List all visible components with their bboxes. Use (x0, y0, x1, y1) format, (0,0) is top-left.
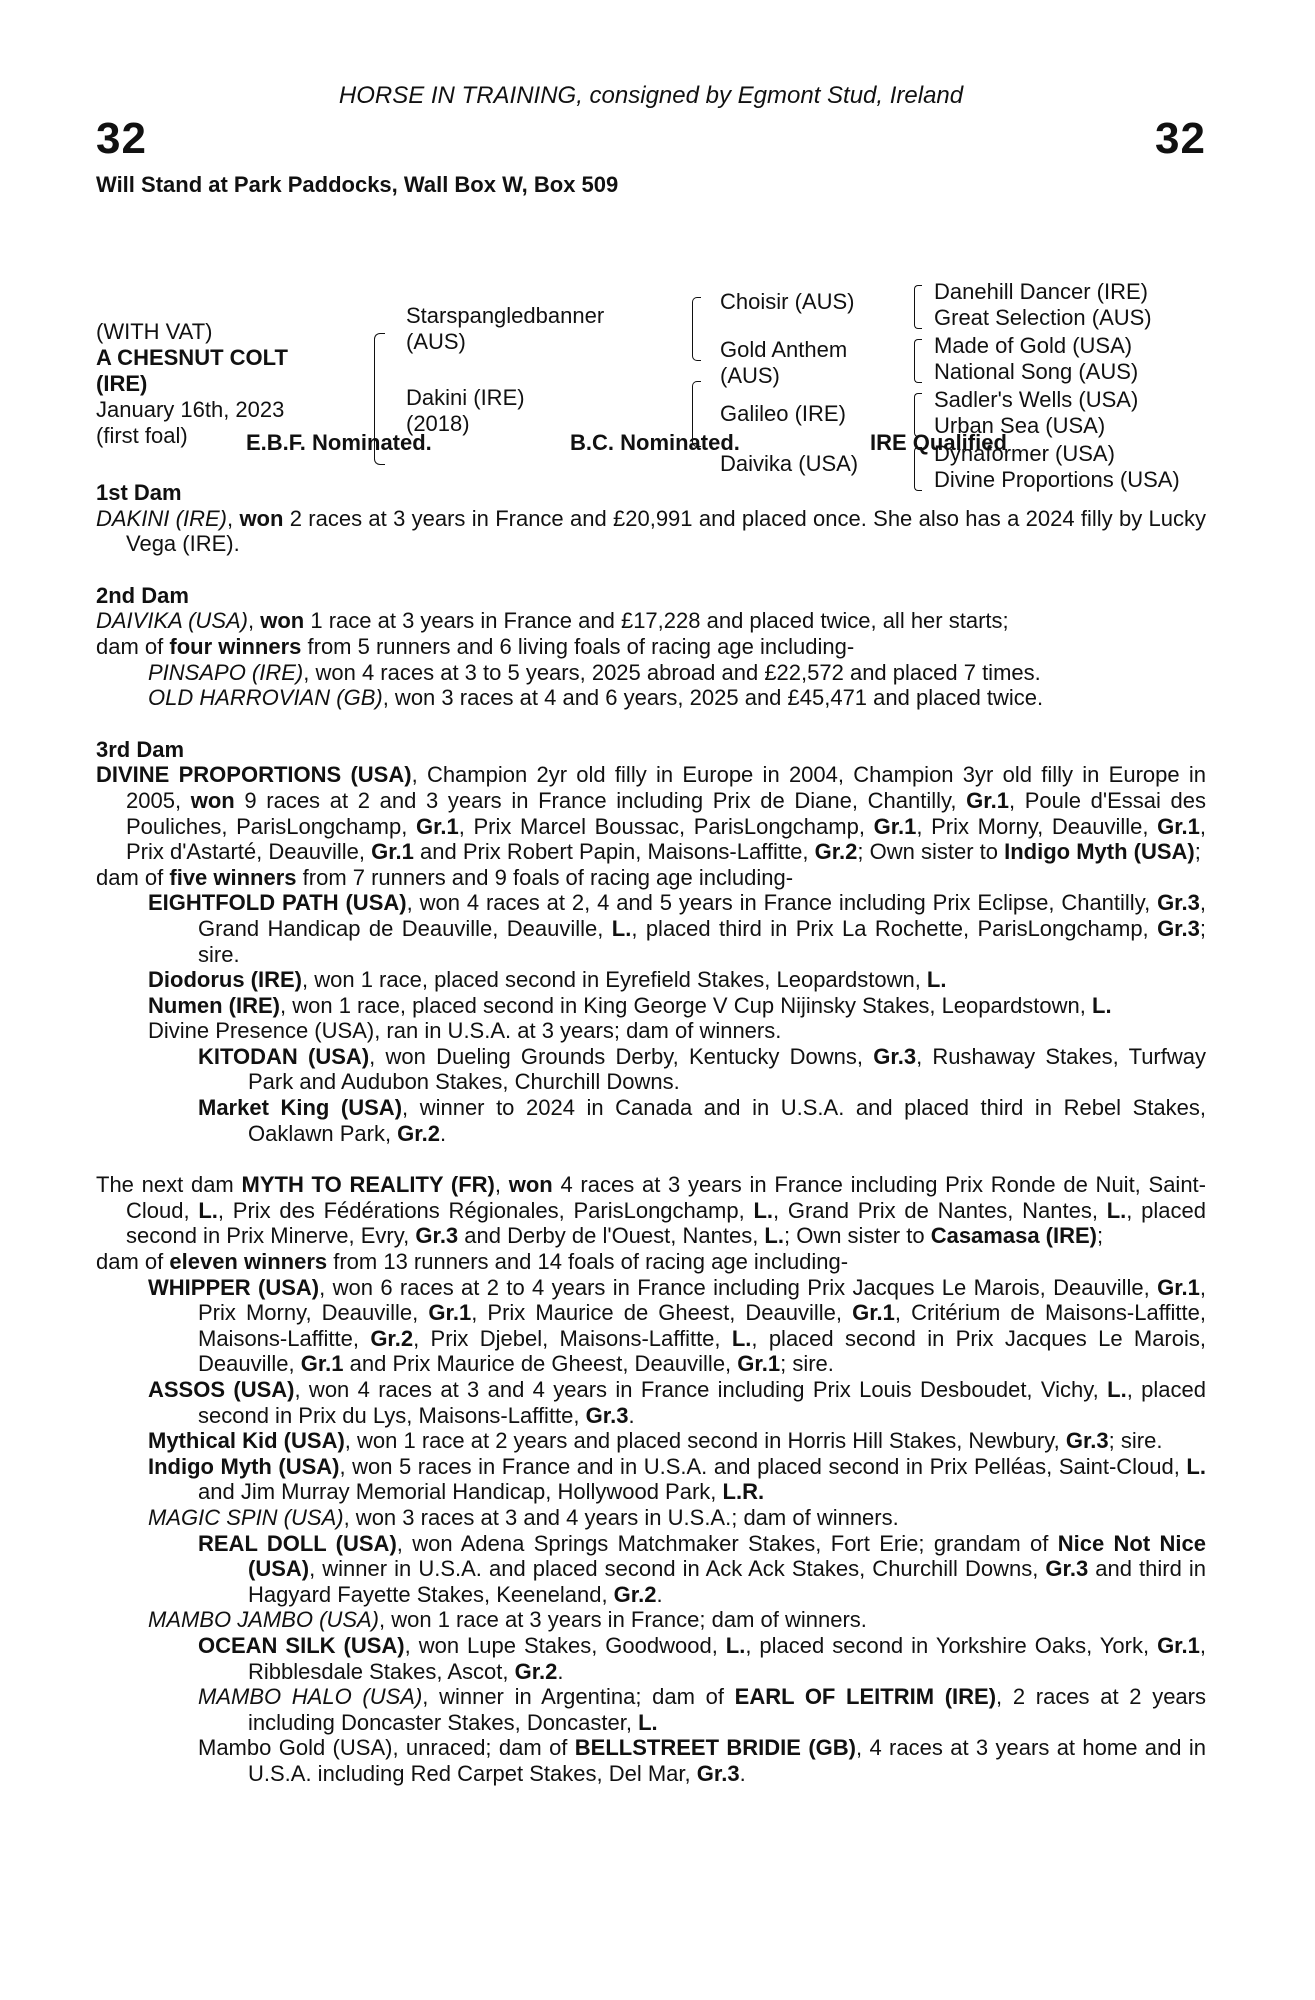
grandson-ocean-silk: OCEAN SILK (USA), won Lupe Stakes, Goodwood, L., placed second in Yorkshire Oaks, York, Gr.1, Ribblesdale Stakes, Ascot, Gr.2. (198, 1632, 1206, 1684)
horse-name: A CHESNUT COLT (96, 345, 288, 370)
dam-sire: Galileo (IRE) (720, 401, 846, 426)
third-dam-heading: 3rd Dam (96, 736, 185, 762)
g3-5: Sadler's Wells (USA) (934, 387, 1139, 412)
next-dam-para: The next dam MYTH TO REALITY (FR), won 4 races at 3 years in France including Prix Ronde de Nuit, Saint-Cloud, L., Prix des Fédérations Régionales, ParisLongchamp, L., Grand Prix de Nantes, Nantes, L., placed second in Prix Minerve, Evry, Gr.3 and Derby de l'Ouest, Nantes, L.; Own sister to Casamasa (IRE); (96, 1172, 1206, 1249)
foal-note: (first foal) (96, 423, 188, 448)
sire-dam: Gold Anthem (720, 337, 848, 362)
sire-origin: (AUS) (406, 329, 466, 354)
g3-3: Made of Gold (USA) (934, 333, 1133, 358)
g3-8: Divine Proportions (USA) (934, 467, 1180, 492)
third-dam-produce: dam of five winners from 7 runners and 9 foals of racing age including- (96, 864, 794, 890)
third-dam-foal-eightfold: EIGHTFOLD PATH (USA), won 4 races at 2, 4 and 5 years in France including Prix Eclipse, Chantilly, Gr.3, Grand Handicap de Deauville, Deauville, L., placed third in Prix La Rochette, ParisLongchamp, Gr.3; sire. (148, 890, 1206, 967)
first-dam-para: DAKINI (IRE), won 2 races at 3 years in France and £20,991 and placed once. She also has a 2024 filly by Lucky Vega (IRE). (96, 505, 1206, 557)
third-dam-foal-diodorus: Diodorus (IRE), won 1 race, placed second in Eyrefield Stakes, Leopardstown, L. (148, 967, 947, 993)
g3-2: Great Selection (AUS) (934, 305, 1152, 330)
sire-sire: Choisir (AUS) (720, 289, 855, 314)
g3-6: Urban Sea (USA) (934, 413, 1106, 438)
third-dam-foal-divine-presence: Divine Presence (USA), ran in U.S.A. at 3 years; dam of winners. (148, 1018, 782, 1044)
brace-g3-1 (914, 285, 922, 329)
next-dam-foal-magic-spin: MAGIC SPIN (USA), won 3 races at 3 and 4 years in U.S.A.; dam of winners. (148, 1504, 899, 1530)
vat-label: (WITH VAT) (96, 319, 213, 344)
second-dam-para: DAIVIKA (USA), won 1 race at 3 years in France and £17,228 and placed twice, all her starts; (96, 608, 1009, 634)
grandson-real-doll: REAL DOLL (USA), won Adena Springs Matchmaker Stakes, Fort Erie; grandam of Nice Not Nice (USA), winner in U.S.A. and placed second in Ack Ack Stakes, Churchill Downs, Gr.3 and third in Hagyard Fayette Stakes, Keeneland, Gr.2. (198, 1530, 1207, 1607)
next-dam-produce: dam of eleven winners from 13 runners and 14 foals of racing age including- (96, 1249, 849, 1275)
second-dam-produce: dam of four winners from 5 runners and 6 living foals of racing age including- (96, 633, 855, 659)
grandson-kitodan: KITODAN (USA), won Dueling Grounds Derby, Kentucky Downs, Gr.3, Rushaway Stakes, Turfway Park and Audubon Stakes, Churchill Downs. (198, 1043, 1206, 1095)
ebf-nominated: E.B.F. Nominated. (246, 430, 432, 455)
lot-number-left: 32 (96, 114, 147, 163)
grandson-mambo-halo: MAMBO HALO (USA), winner in Argentina; dam of EARL OF LEITRIM (IRE), 2 races at 2 years including Doncaster Stakes, Doncaster, L. (198, 1684, 1206, 1735)
second-dam-foal-2: OLD HARROVIAN (GB), won 3 races at 4 and 6 years, 2025 and £45,471 and placed twice. (148, 685, 1044, 711)
brace-sire (692, 297, 701, 361)
next-dam-foal-indigo-myth: Indigo Myth (USA), won 5 races in France and in U.S.A. and placed second in Prix Pelléas, Saint-Cloud, L. and Jim Murray Memorial Handicap, Hollywood Park, L.R. (148, 1453, 1206, 1505)
g3-7: Dynaformer (USA) (934, 441, 1115, 466)
grandson-mambo-gold: Mambo Gold (USA), unraced; dam of BELLSTREET BRIDIE (GB), 4 races at 3 years at home and in U.S.A. including Red Carpet Stakes, Del Mar, Gr.3. (198, 1735, 1206, 1786)
dam-dam: Daivika (USA) (720, 451, 859, 476)
dam-name: Dakini (IRE) (406, 385, 525, 410)
family-text (96, 480, 1206, 1787)
stand-location: Will Stand at Park Paddocks, Wall Box W, Box 509 (96, 172, 619, 197)
second-dam-heading: 2nd Dam (96, 582, 189, 608)
pedigree-table (96, 205, 1216, 505)
g3-4: National Song (AUS) (934, 359, 1139, 384)
brace-g3-2 (914, 339, 922, 383)
foaling-date: January 16th, 2023 (96, 397, 285, 422)
third-dam-foal-numen: Numen (IRE), won 1 race, placed second in King George V Cup Nijinsky Stakes, Leopardstown, L. (148, 992, 1112, 1018)
next-dam-foal-whipper: WHIPPER (USA), won 6 races at 2 to 4 years in France including Prix Jacques Le Marois, Deauville, Gr.1, Prix Morny, Deauville, Gr.1, Prix Maurice de Gheest, Deauville, Gr.1, Critérium de Maisons-Laffitte, Maisons-Laffitte, Gr.2, Prix Djebel, Maisons-Laffitte, L., placed second in Prix Jacques Le Marois, Deauville, Gr.1 and Prix Maurice de Gheest, Deauville, Gr.1; sire. (148, 1274, 1207, 1377)
horse-origin: (IRE) (96, 371, 148, 396)
dam-year: (2018) (406, 411, 470, 436)
next-dam-foal-assos: ASSOS (USA), won 4 races at 3 and 4 years in France including Prix Louis Desboudet, Vichy, L., placed second in Prix du Lys, Maisons-Laffitte, Gr.3. (148, 1377, 1206, 1428)
grandson-market-king: Market King (USA), winner to 2024 in Canada and in U.S.A. and placed third in Rebel Stakes, Oaklawn Park, Gr.2. (198, 1095, 1206, 1146)
sire-dam-origin: (AUS) (720, 363, 780, 388)
next-dam-foal-mambo-jambo: MAMBO JAMBO (USA), won 1 race at 3 years in France; dam of winners. (148, 1607, 867, 1633)
bc-nominated: B.C. Nominated. (570, 430, 740, 455)
consignor-line: HORSE IN TRAINING, consigned by Egmont Stud, Ireland (338, 82, 964, 109)
g3-1: Danehill Dancer (IRE) (934, 279, 1148, 304)
third-dam-para: DIVINE PROPORTIONS (USA), Champion 2yr old filly in Europe in 2004, Champion 3yr old filly in Europe in 2005, won 9 races at 2 and 3 years in France including Prix de Diane, Chantilly, Gr.1, Poule d'Essai des Pouliches, ParisLongchamp, Gr.1, Prix Marcel Boussac, ParisLongchamp, Gr.1, Prix Morny, Deauville, Gr.1, Prix d'Astarté, Deauville, Gr.1 and Prix Robert Papin, Maisons-Laffitte, Gr.2; Own sister to Indigo Myth (USA); (96, 762, 1207, 865)
lot-number-right: 32 (1155, 114, 1206, 163)
sire-name: Starspangledbanner (406, 303, 605, 328)
second-dam-foal-1: PINSAPO (IRE), won 4 races at 3 to 5 years, 2025 abroad and £22,572 and placed 7 times. (148, 659, 1041, 685)
next-dam-foal-mythical-kid: Mythical Kid (USA), won 1 race at 2 years and placed second in Horris Hill Stakes, Newbury, Gr.3; sire. (148, 1428, 1163, 1454)
ire-qualified: IRE Qualified (870, 430, 1007, 455)
first-dam-heading: 1st Dam (96, 480, 182, 505)
